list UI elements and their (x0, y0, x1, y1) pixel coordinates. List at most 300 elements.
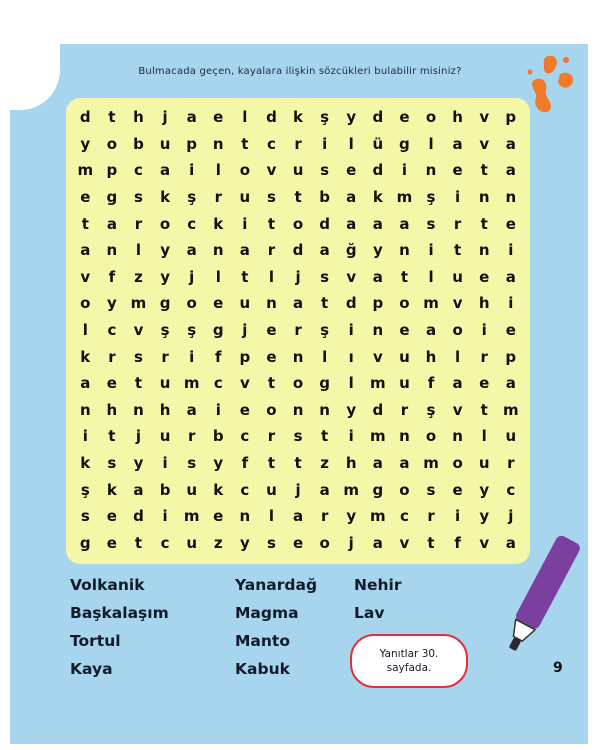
grid-letter: o (159, 214, 171, 233)
grid-letter: y (160, 241, 170, 260)
grid-letter: a (133, 480, 144, 499)
grid-letter: t (480, 400, 488, 419)
instruction-text: Bulmacada geçen, kayalara ilişkin sözcükleri bulabilir misiniz? (138, 66, 462, 77)
grid-letter: a (399, 214, 410, 233)
grid-letter: l (322, 347, 328, 366)
grid-letter: t (480, 214, 488, 233)
grid-letter: o (292, 374, 304, 393)
grid-letter: p (239, 347, 251, 366)
grid-letter: l (268, 507, 275, 526)
grid-letter: m (370, 374, 386, 393)
grid-letter: a (372, 533, 383, 552)
grid-letter: s (293, 427, 303, 446)
grid-letter: g (319, 374, 331, 393)
answer-note-line: sayfada. (386, 662, 432, 674)
grid-letter: i (508, 294, 514, 313)
grid-letter: n (292, 347, 304, 366)
grid-letter: z (213, 533, 223, 552)
grid-letter: e (266, 321, 277, 340)
grid-letter: e (479, 374, 490, 393)
grid-letter: r (453, 214, 462, 233)
word-list-item: Volkanik (70, 576, 145, 594)
grid-letter: v (479, 533, 490, 552)
grid-letter: p (505, 347, 517, 366)
grid-letter: a (505, 374, 516, 393)
grid-letter: e (452, 480, 463, 499)
grid-letter: g (159, 294, 171, 313)
grid-letter: m (396, 188, 413, 207)
grid-letter: j (135, 427, 142, 446)
word-list-item: Başkalaşım (70, 604, 169, 622)
grid-letter: t (134, 533, 143, 552)
grid-letter: n (79, 400, 91, 419)
grid-letter: e (213, 507, 224, 526)
grid-letter: s (320, 267, 330, 286)
grid-letter: j (508, 507, 514, 526)
grid-letter: h (159, 400, 171, 419)
grid-letter: a (186, 400, 197, 419)
grid-letter: t (294, 188, 302, 207)
grid-letter: y (80, 134, 91, 153)
grid-letter: u (239, 188, 251, 207)
grid-letter: u (186, 533, 198, 552)
grid-letter: c (399, 507, 409, 526)
grid-letter: k (106, 480, 117, 499)
grid-letter: a (80, 374, 91, 393)
grid-letter: d (79, 108, 91, 127)
grid-letter: i (162, 507, 168, 526)
grid-letter: r (108, 347, 116, 366)
grid-letter: i (401, 161, 407, 180)
grid-letter: s (426, 480, 436, 499)
grid-letter: h (478, 294, 490, 313)
grid-letter: r (214, 188, 222, 207)
grid-letter: o (106, 134, 118, 153)
grid-letter: j (295, 480, 301, 499)
grid-letter: n (399, 427, 410, 446)
word-list-item: Tortul (70, 632, 121, 650)
grid-letter: o (266, 400, 277, 419)
grid-letter: v (452, 400, 463, 419)
grid-letter: i (455, 507, 461, 526)
grid-letter: l (348, 134, 354, 153)
grid-letter: a (372, 267, 383, 286)
grid-letter: l (242, 108, 248, 127)
grid-letter: y (479, 480, 490, 499)
grid-letter: l (268, 267, 275, 286)
grid-letter: b (159, 480, 171, 499)
grid-letter: t (267, 454, 276, 473)
grid-letter: r (294, 321, 302, 340)
grid-letter: y (213, 454, 224, 473)
grid-letter: t (81, 214, 89, 233)
grid-letter: y (133, 454, 144, 473)
grid-letter: u (186, 480, 198, 499)
grid-letter: v (372, 347, 383, 366)
grid-letter: o (80, 294, 91, 313)
grid-letter: s (266, 533, 276, 552)
grid-letter: k (213, 480, 224, 499)
word-list-item: Kaya (70, 660, 113, 678)
grid-letter: a (505, 267, 516, 286)
grid-letter: a (319, 480, 330, 499)
grid-letter: e (266, 347, 277, 366)
grid-letter: l (455, 347, 461, 366)
grid-letter: n (133, 400, 144, 419)
grid-letter: i (322, 134, 328, 153)
grid-letter: y (239, 533, 250, 552)
grid-letter: l (348, 374, 354, 393)
grid-letter: m (423, 294, 439, 313)
grid-letter: r (267, 427, 276, 446)
grid-letter: t (400, 267, 408, 286)
grid-letter: p (106, 161, 118, 180)
grid-letter: y (346, 507, 357, 526)
grid-letter: i (455, 188, 461, 207)
grid-letter: d (372, 400, 384, 419)
grid-letter: u (159, 134, 171, 153)
grid-letter: e (213, 294, 224, 313)
grid-letter: e (399, 108, 410, 127)
grid-letter: o (319, 533, 330, 552)
grid-letter: u (292, 161, 304, 180)
grid-letter: a (372, 214, 383, 233)
grid-letter: j (162, 108, 168, 127)
grid-letter: g (212, 321, 224, 340)
grid-letter: a (186, 241, 197, 260)
grid-letter: a (372, 454, 383, 473)
grid-letter: u (478, 454, 490, 473)
grid-letter: b (319, 188, 331, 207)
grid-letter: c (187, 214, 197, 233)
grid-letter: t (427, 533, 435, 552)
grid-letter: y (346, 400, 357, 419)
grid-letter: u (159, 427, 171, 446)
grid-letter: g (106, 188, 118, 207)
word-list-column-3 (354, 571, 401, 627)
grid-letter: m (130, 294, 147, 313)
grid-letter: g (372, 480, 384, 499)
grid-letter: k (80, 454, 91, 473)
grid-letter: e (479, 267, 490, 286)
grid-letter: n (399, 241, 410, 260)
grid-letter: n (239, 507, 251, 526)
grid-letter: t (294, 454, 302, 473)
grid-letter: ş (80, 480, 90, 499)
grid-letter: u (399, 374, 410, 393)
grid-letter: p (372, 294, 384, 313)
word-list-column-1 (70, 571, 169, 683)
grid-letter: a (505, 134, 516, 153)
grid-letter: ü (372, 134, 384, 153)
grid-letter: c (134, 161, 143, 180)
page-number: 9 (553, 660, 563, 676)
grid-letter: e (106, 533, 117, 552)
grid-letter: o (186, 294, 197, 313)
grid-letter: f (454, 533, 461, 552)
grid-letter: r (267, 241, 276, 260)
grid-letter: ş (426, 188, 436, 207)
grid-letter: k (160, 188, 171, 207)
grid-letter: l (215, 267, 221, 286)
grid-letter: c (240, 427, 250, 446)
grid-letter: n (212, 134, 224, 153)
grid-letter: b (212, 427, 224, 446)
grid-letter: j (295, 267, 301, 286)
grid-letter: v (266, 161, 277, 180)
grid-letter: l (135, 241, 142, 260)
grid-letter: v (239, 374, 250, 393)
grid-letter: y (107, 294, 117, 313)
grid-letter: n (106, 241, 118, 260)
grid-letter: d (372, 108, 384, 127)
grid-letter: s (107, 454, 117, 473)
grid-letter: o (399, 294, 410, 313)
grid-letter: c (213, 374, 223, 393)
grid-letter: t (267, 214, 276, 233)
answer-note-cloud (350, 634, 468, 688)
grid-letter: d (133, 507, 144, 526)
grid-letter: e (106, 507, 117, 526)
word-list-item: Lav (354, 604, 385, 622)
grid-letter: a (106, 214, 117, 233)
grid-letter: t (134, 374, 143, 393)
grid-letter: ş (320, 321, 330, 340)
grid-letter: v (479, 134, 490, 153)
grid-letter: s (80, 507, 90, 526)
grid-letter: m (502, 400, 519, 419)
grid-letter: g (79, 533, 91, 552)
grid-letter: n (292, 400, 304, 419)
grid-letter: e (292, 533, 304, 552)
marker-pen-icon (490, 530, 590, 660)
grid-letter: ş (187, 321, 197, 340)
grid-letter: a (452, 134, 463, 153)
grid-letter: m (370, 507, 386, 526)
grid-letter: a (319, 241, 330, 260)
grid-letter: h (106, 400, 118, 419)
grid-letter: m (77, 161, 94, 180)
grid-letter: n (478, 241, 490, 260)
grid-letter: j (242, 321, 248, 340)
grid-letter: l (428, 267, 434, 286)
grid-letter: v (80, 267, 91, 286)
grid-letter: k (80, 347, 91, 366)
grid-letter: e (213, 108, 224, 127)
grid-letter: i (189, 161, 195, 180)
grid-letter: t (241, 267, 249, 286)
grid-letter: u (399, 347, 410, 366)
grid-letter: t (454, 241, 462, 260)
grid-letter: t (321, 294, 329, 313)
grid-letter: e (505, 214, 516, 233)
grid-letter: u (452, 267, 463, 286)
grid-letter: h (425, 347, 437, 366)
grid-letter: t (321, 427, 329, 446)
grid-letter: ı (348, 347, 354, 366)
grid-letter: t (108, 108, 116, 127)
grid-letter: i (348, 427, 354, 446)
grid-letter: g (399, 134, 410, 153)
grid-letter: ğ (345, 241, 357, 260)
grid-letter: n (478, 188, 490, 207)
grid-letter: h (133, 108, 144, 127)
grid-letter: d (319, 214, 331, 233)
grid-letter: l (215, 161, 221, 180)
grid-letter: u (505, 427, 517, 446)
grid-letter: v (133, 321, 144, 340)
grid-letter: m (183, 507, 200, 526)
answer-note-line: Yanıtlar 30. (379, 648, 439, 660)
grid-letter: r (294, 134, 302, 153)
grid-letter: v (479, 108, 490, 127)
grid-letter: r (507, 454, 515, 473)
word-list-column-2 (235, 571, 317, 683)
grid-letter: y (346, 108, 357, 127)
grid-letter: f (241, 454, 249, 473)
word-list-item: Magma (235, 604, 299, 622)
grid-letter: m (370, 427, 386, 446)
grid-letter: u (266, 480, 277, 499)
word-list-item: Manto (235, 632, 290, 650)
grid-letter: a (346, 188, 357, 207)
grid-letter: o (239, 161, 251, 180)
grid-letter: c (240, 480, 250, 499)
grid-letter: m (183, 374, 200, 393)
grid-letter: l (428, 134, 434, 153)
grid-letter: a (160, 161, 171, 180)
grid-letter: d (292, 241, 304, 260)
grid-letter: f (215, 347, 222, 366)
grid-letter: h (452, 108, 463, 127)
grid-letter: e (346, 161, 357, 180)
grid-letter: m (423, 454, 439, 473)
grid-letter: f (427, 374, 435, 393)
grid-letter: o (425, 108, 437, 127)
grid-letter: n (372, 321, 384, 340)
grid-letter: l (481, 427, 487, 446)
grid-letter: s (134, 347, 143, 366)
grid-letter: c (267, 134, 276, 153)
grid-letter: i (348, 321, 354, 340)
grid-letter: h (345, 454, 357, 473)
grid-letter: f (108, 267, 116, 286)
grid-letter: n (266, 294, 277, 313)
grid-letter: t (241, 134, 249, 153)
grid-letter: c (160, 533, 170, 552)
grid-letter: n (452, 427, 463, 446)
grid-letter: s (187, 454, 197, 473)
grid-letter: j (189, 267, 195, 286)
grid-letter: e (399, 321, 410, 340)
grid-letter: ş (187, 188, 197, 207)
grid-letter: k (213, 214, 224, 233)
grid-letter: p (505, 108, 517, 127)
grid-letter: y (372, 241, 383, 260)
grid-letter: r (320, 507, 329, 526)
grid-letter: r (480, 347, 488, 366)
grid-letter: i (242, 214, 248, 233)
grid-letter: v (399, 533, 410, 552)
grid-letter: s (426, 214, 436, 233)
grid-letter: o (452, 454, 463, 473)
grid-letter: i (162, 454, 168, 473)
grid-letter: s (266, 188, 276, 207)
grid-letter: i (215, 400, 221, 419)
grid-letter: ş (320, 108, 330, 127)
grid-letter: t (108, 427, 116, 446)
grid-letter: a (425, 321, 437, 340)
grid-letter: s (320, 161, 330, 180)
grid-letter: o (425, 427, 437, 446)
grid-letter: r (187, 427, 196, 446)
grid-letter: z (320, 454, 329, 473)
grid-letter: i (428, 241, 434, 260)
grid-letter: a (80, 241, 91, 260)
grid-letter: u (239, 294, 251, 313)
grid-letter: ş (426, 400, 436, 419)
grid-letter: n (505, 188, 517, 207)
grid-letter: i (508, 241, 514, 260)
grid-letter: n (319, 400, 330, 419)
grid-letter: u (159, 374, 171, 393)
grid-letter: d (345, 294, 357, 313)
grid-letter: a (399, 454, 410, 473)
grid-letter: t (267, 374, 276, 393)
word-list-item: Nehir (354, 576, 402, 594)
grid-letter: a (186, 108, 197, 127)
grid-letter: v (452, 294, 463, 313)
grid-letter: z (134, 267, 143, 286)
grid-letter: t (480, 161, 488, 180)
grid-letter: r (161, 347, 169, 366)
grid-letter: e (505, 321, 516, 340)
grid-letter: e (80, 188, 91, 207)
grid-letter: e (452, 161, 463, 180)
grid-letter: v (346, 267, 357, 286)
grid-letter: r (400, 400, 409, 419)
grid-letter: a (292, 507, 304, 526)
word-search-grid (72, 104, 524, 556)
grid-letter: a (346, 214, 357, 233)
grid-letter: r (134, 214, 143, 233)
grid-letter: c (107, 321, 117, 340)
grid-letter: y (160, 267, 170, 286)
grid-letter: e (106, 374, 117, 393)
grid-letter: k (293, 108, 304, 127)
grid-letter: p (186, 134, 198, 153)
grid-letter: b (133, 134, 144, 153)
grid-letter: a (239, 241, 250, 260)
grid-letter: y (479, 507, 490, 526)
grid-letter: c (506, 480, 516, 499)
grid-letter: l (82, 321, 88, 340)
grid-letter: j (348, 533, 354, 552)
grid-letter: i (481, 321, 487, 340)
grid-letter: i (189, 347, 195, 366)
grid-letter: d (372, 161, 384, 180)
grid-letter: m (343, 480, 360, 499)
grid-letter: ş (160, 321, 170, 340)
grid-letter: e (239, 400, 250, 419)
grid-letter: a (505, 533, 516, 552)
grid-letter: o (292, 214, 304, 233)
word-list-item: Kabuk (235, 660, 290, 678)
grid-letter: a (292, 294, 304, 313)
grid-letter: k (372, 188, 383, 207)
grid-letter: i (82, 427, 88, 446)
grid-letter: o (399, 480, 410, 499)
